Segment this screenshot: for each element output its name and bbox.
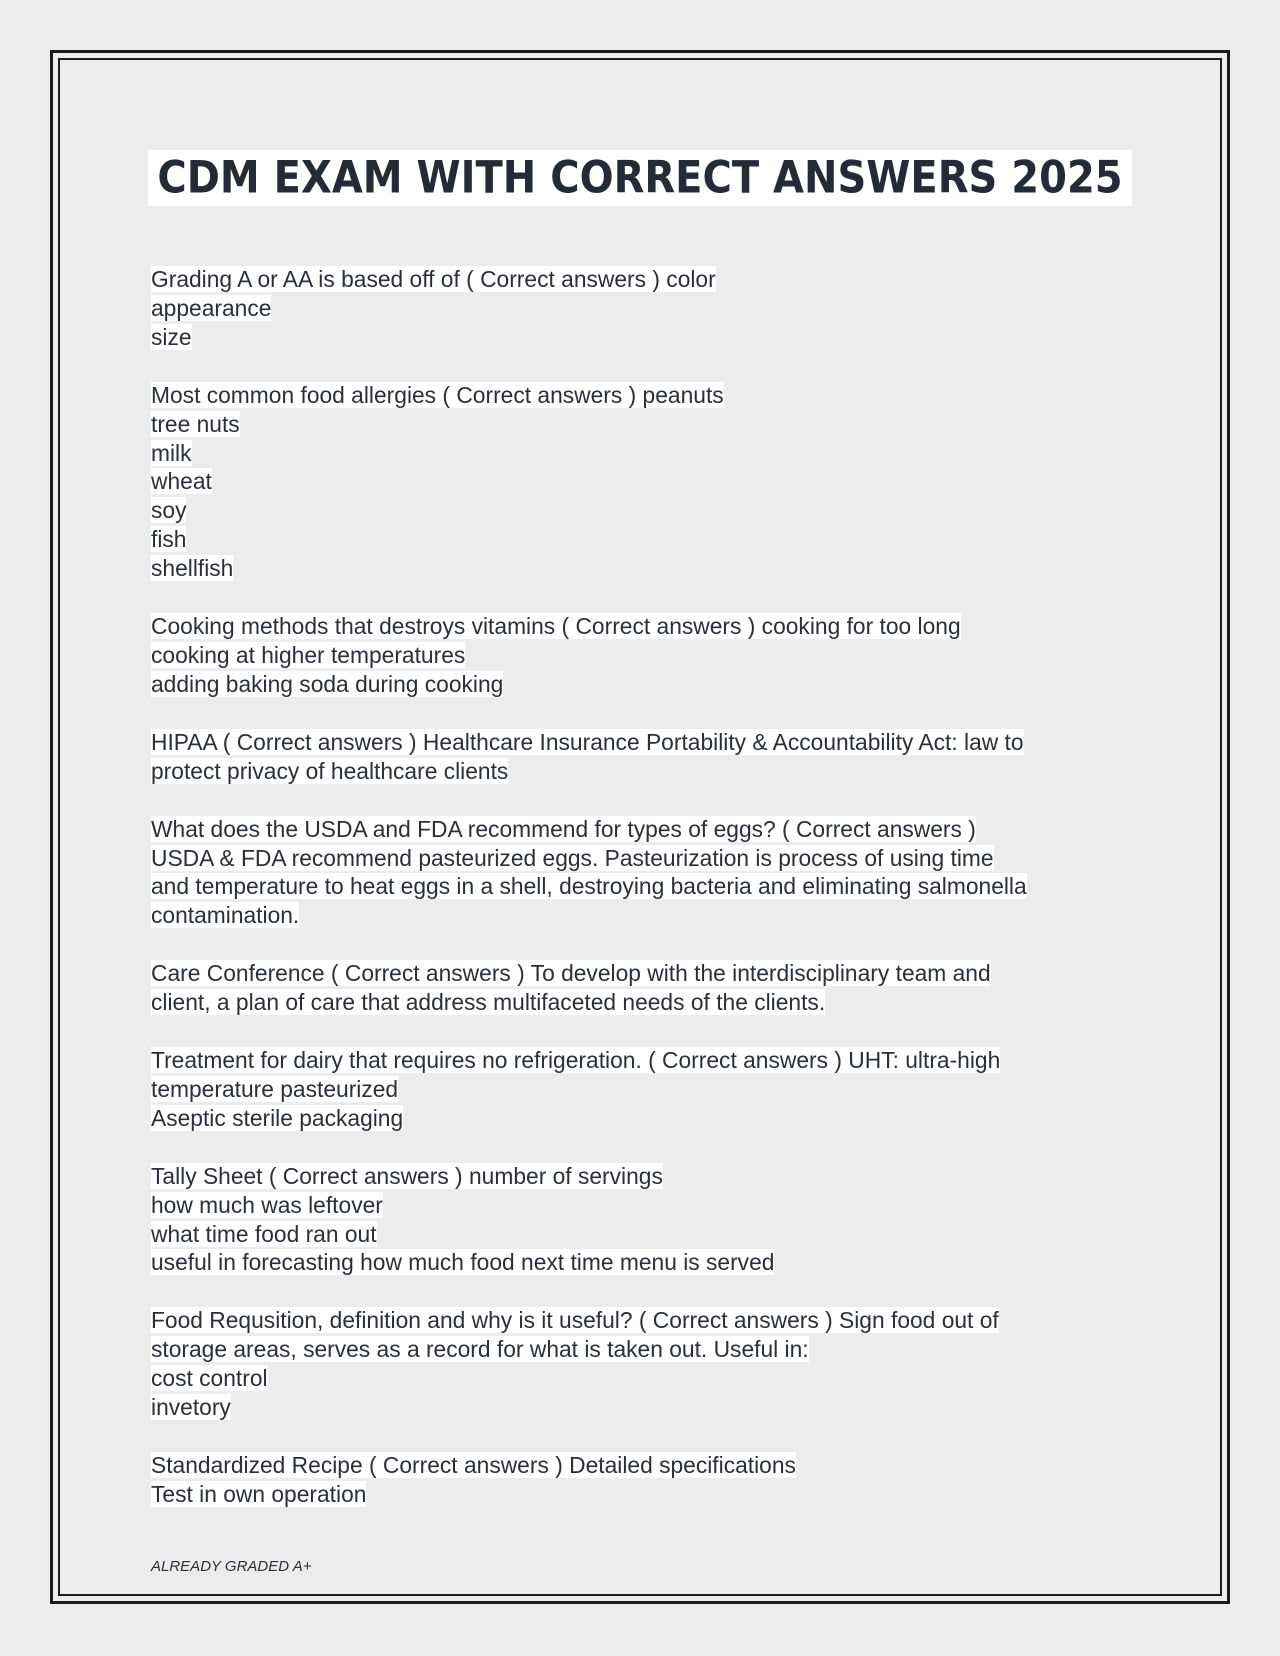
qa-line-text: and temperature to heat eggs in a shell, destroying bacteria and eliminating salmonella (151, 873, 1027, 900)
qa-line (151, 757, 1131, 786)
qa-line-text: how much was leftover (151, 1191, 383, 1218)
qa-line (151, 467, 1131, 496)
qa-line (151, 815, 1131, 844)
qa-item (151, 959, 1131, 1017)
qa-item (151, 265, 1131, 352)
qa-line (151, 265, 1131, 294)
qa-line (151, 959, 1131, 988)
qa-line-text: fish (151, 526, 187, 553)
qa-line-text: size (151, 323, 192, 350)
qa-line (151, 612, 1131, 641)
qa-line (151, 670, 1131, 699)
qa-line-text: Treatment for dairy that requires no refrigeration. ( Correct answers ) UHT: ultra-high (151, 1047, 1001, 1074)
qa-line (151, 872, 1131, 901)
qa-line-text: wheat (151, 468, 212, 495)
qa-line-text: Food Requsition, definition and why is it useful? ( Correct answers ) Sign food out of (151, 1307, 999, 1334)
qa-line (151, 1191, 1131, 1220)
qa-line (151, 1248, 1131, 1277)
qa-line (151, 323, 1131, 352)
qa-line (151, 988, 1131, 1017)
qa-line (151, 496, 1131, 525)
qa-line (151, 1364, 1131, 1393)
qa-line-text: storage areas, serves as a record for what is taken out. Useful in: (151, 1336, 809, 1363)
footer-note: ALREADY GRADED A+ (151, 1558, 312, 1575)
qa-line (151, 439, 1131, 468)
qa-line (151, 525, 1131, 554)
qa-line-text: contamination. (151, 902, 300, 929)
qa-item (151, 1046, 1131, 1133)
qa-line (151, 728, 1131, 757)
qa-line (151, 641, 1131, 670)
qa-line (151, 1480, 1131, 1509)
qa-item (151, 1162, 1131, 1278)
qa-line-text: cooking at higher temperatures (151, 641, 466, 668)
qa-line-text: What does the USDA and FDA recommend for types of eggs? ( Correct answers ) (151, 815, 976, 842)
qa-line-text: HIPAA ( Correct answers ) Healthcare Insurance Portability & Accountability Act: law to (151, 728, 1024, 755)
qa-line (151, 1162, 1131, 1191)
qa-item (151, 1306, 1131, 1422)
qa-line (151, 1104, 1131, 1133)
qa-line-text: temperature pasteurized (151, 1075, 399, 1102)
qa-line-text: Grading A or AA is based off of ( Correct answers ) color (151, 266, 716, 292)
qa-line-text: useful in forecasting how much food next time menu is served (151, 1249, 775, 1276)
qa-line (151, 410, 1131, 439)
qa-line-text: client, a plan of care that address multifaceted needs of the clients. (151, 989, 826, 1016)
qa-line (151, 1451, 1131, 1480)
qa-line (151, 1075, 1131, 1104)
qa-item (151, 381, 1131, 583)
qa-line-text: shellfish (151, 555, 234, 582)
qa-line (151, 554, 1131, 583)
qa-list (151, 265, 1131, 1538)
qa-line-text: milk (151, 439, 192, 466)
qa-line (151, 381, 1131, 410)
qa-item (151, 728, 1131, 786)
qa-item (151, 815, 1131, 931)
qa-item (151, 612, 1131, 699)
qa-line-text: invetory (151, 1394, 231, 1421)
qa-line-text: cost control (151, 1365, 268, 1392)
title-banner (148, 150, 1132, 206)
qa-line (151, 1306, 1131, 1335)
qa-line-text: Standardized Recipe ( Correct answers ) Detailed specifications (151, 1452, 796, 1478)
qa-line (151, 1335, 1131, 1364)
qa-line-text: adding baking soda during cooking (151, 670, 504, 697)
qa-line-text: soy (151, 497, 187, 524)
qa-line (151, 1393, 1131, 1422)
qa-line (151, 294, 1131, 323)
qa-line-text: Care Conference ( Correct answers ) To develop with the interdisciplinary team and (151, 960, 991, 987)
qa-line (151, 1046, 1131, 1075)
qa-line-text: tree nuts (151, 410, 240, 437)
qa-line (151, 901, 1131, 930)
document-title: CDM EXAM WITH CORRECT ANSWERS 2025 (157, 152, 1123, 204)
qa-line-text: Test in own operation (151, 1480, 367, 1507)
qa-line-text: Aseptic sterile packaging (151, 1104, 404, 1131)
qa-line-text: Cooking methods that destroys vitamins ( Correct answers ) cooking for too long (151, 613, 961, 640)
qa-line (151, 1220, 1131, 1249)
qa-line-text: protect privacy of healthcare clients (151, 757, 509, 784)
qa-line-text: USDA & FDA recommend pasteurized eggs. Pasteurization is process of using time (151, 844, 994, 871)
qa-line-text: Most common food allergies ( Correct answers ) peanuts (151, 381, 724, 408)
qa-line-text: Tally Sheet ( Correct answers ) number of servings (151, 1162, 663, 1189)
qa-item (151, 1451, 1131, 1509)
qa-line (151, 844, 1131, 873)
qa-line-text: appearance (151, 294, 272, 321)
qa-line-text: what time food ran out (151, 1220, 377, 1247)
